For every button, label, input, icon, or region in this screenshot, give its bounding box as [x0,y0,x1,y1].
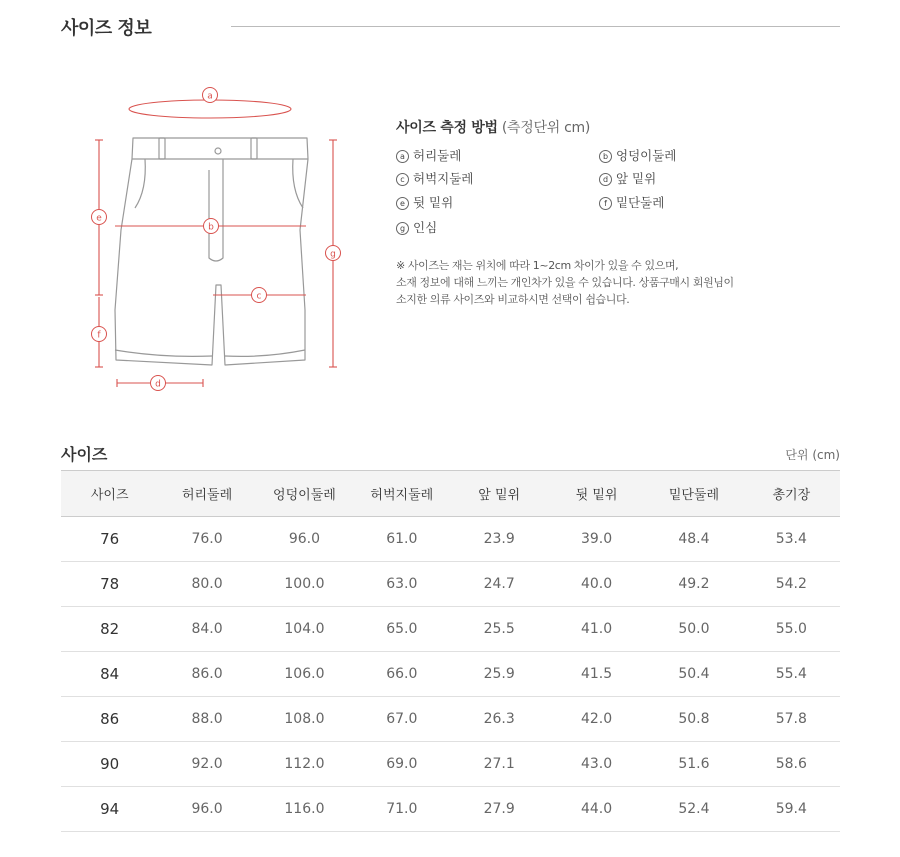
size-cell: 86 [61,697,158,742]
table-cell: 51.6 [645,742,742,787]
diagram-label-e: e [96,213,102,224]
legend-item-back-rise [396,194,453,212]
legend-mark: d [599,173,612,186]
table-header-row [61,471,840,517]
size-cell: 82 [61,607,158,652]
measurement-legend [396,147,816,247]
column-header-front-rise: 앞 밑위 [451,471,548,517]
shorts-measurement-diagram [85,80,365,420]
table-cell: 55.4 [743,652,840,697]
table-cell: 52.4 [645,787,742,832]
legend-item-hip [599,147,676,165]
diagram-label-d: d [155,379,161,390]
unit-label: 단위 (cm) [785,448,840,462]
legend-mark: g [396,222,409,235]
table-cell: 76.0 [158,517,255,562]
table-cell: 116.0 [256,787,353,832]
table-cell: 100.0 [256,562,353,607]
legend-label: 밑단둘레 [616,195,665,210]
table-cell: 48.4 [645,517,742,562]
size-cell: 84 [61,652,158,697]
size-cell: 76 [61,517,158,562]
size-info-header [61,14,840,44]
legend-label: 앞 밑위 [616,171,657,186]
table-cell: 42.0 [548,697,645,742]
table-row [61,652,840,697]
table-cell: 80.0 [158,562,255,607]
table-cell: 55.0 [743,607,840,652]
table-row [61,787,840,832]
title-divider [231,26,840,27]
legend-item-hem [599,194,664,212]
table-cell: 92.0 [158,742,255,787]
legend-mark: a [396,150,409,163]
size-cell: 90 [61,742,158,787]
table-cell: 67.0 [353,697,450,742]
table-cell: 104.0 [256,607,353,652]
size-table-title: 사이즈 [61,445,108,464]
table-cell: 50.4 [645,652,742,697]
column-header-waist: 허리둘레 [158,471,255,517]
table-cell: 49.2 [645,562,742,607]
table-cell: 69.0 [353,742,450,787]
size-table-header [61,442,840,464]
table-cell: 41.5 [548,652,645,697]
table-cell: 88.0 [158,697,255,742]
table-cell: 25.5 [451,607,548,652]
diagram-label-g: g [330,249,336,260]
table-row [61,607,840,652]
table-cell: 96.0 [158,787,255,832]
measurement-method [396,117,816,247]
diagram-label-f: f [97,330,101,341]
legend-label: 허리둘레 [413,148,462,163]
table-cell: 66.0 [353,652,450,697]
table-cell: 25.9 [451,652,548,697]
table-row [61,697,840,742]
column-header-length: 총기장 [743,471,840,517]
table-cell: 65.0 [353,607,450,652]
legend-label: 인심 [413,220,438,235]
table-cell: 59.4 [743,787,840,832]
table-cell: 50.0 [645,607,742,652]
legend-mark: b [599,150,612,163]
table-row [61,517,840,562]
table-cell: 53.4 [743,517,840,562]
table-cell: 112.0 [256,742,353,787]
legend-mark: f [599,197,612,210]
table-cell: 44.0 [548,787,645,832]
method-title-text: 사이즈 측정 방법 [396,120,498,136]
legend-label: 엉덩이둘레 [616,148,677,163]
table-cell: 63.0 [353,562,450,607]
table-cell: 106.0 [256,652,353,697]
table-cell: 57.8 [743,697,840,742]
table-cell: 108.0 [256,697,353,742]
table-cell: 86.0 [158,652,255,697]
shorts-outline [115,159,308,365]
note-line: ※ 사이즈는 재는 위치에 따라 1~2cm 차이가 있을 수 있으며, [396,259,679,272]
table-cell: 84.0 [158,607,255,652]
table-row [61,742,840,787]
table-cell: 50.8 [645,697,742,742]
method-title [396,117,816,137]
column-header-back-rise: 뒷 밑위 [548,471,645,517]
table-cell: 27.9 [451,787,548,832]
size-cell: 78 [61,562,158,607]
table-cell: 27.1 [451,742,548,787]
table-cell: 71.0 [353,787,450,832]
legend-item-front-rise [599,170,656,188]
size-cell: 94 [61,787,158,832]
diagram-label-a: a [207,91,213,102]
table-cell: 61.0 [353,517,450,562]
size-table-body [61,517,840,832]
table-cell: 96.0 [256,517,353,562]
note-line: 소지한 의류 사이즈와 비교하시면 선택이 쉽습니다. [396,293,630,306]
page-title: 사이즈 정보 [61,18,152,39]
legend-label: 허벅지둘레 [413,171,474,186]
table-cell: 58.6 [743,742,840,787]
legend-label: 뒷 밑위 [413,195,454,210]
diagram-label-b: b [208,222,214,233]
legend-mark: c [396,173,409,186]
column-header-size: 사이즈 [61,471,158,517]
diagram-label-c: c [256,291,262,302]
table-cell: 24.7 [451,562,548,607]
size-table [61,470,840,832]
size-note [396,257,816,308]
legend-mark: e [396,197,409,210]
column-header-hem: 밑단둘레 [645,471,742,517]
table-cell: 26.3 [451,697,548,742]
column-header-thigh: 허벅지둘레 [353,471,450,517]
legend-item-thigh [396,170,473,188]
table-cell: 41.0 [548,607,645,652]
column-header-hip: 엉덩이둘레 [256,471,353,517]
method-unit-note: (측정단위 cm) [501,120,590,136]
table-cell: 43.0 [548,742,645,787]
table-cell: 54.2 [743,562,840,607]
legend-item-waist [396,147,461,165]
table-cell: 39.0 [548,517,645,562]
table-cell: 40.0 [548,562,645,607]
table-cell: 23.9 [451,517,548,562]
table-row [61,562,840,607]
note-line: 소재 정보에 대해 느끼는 개인차가 있을 수 있습니다. 상품구매시 회원님이 [396,276,734,289]
legend-item-inseam [396,219,437,237]
